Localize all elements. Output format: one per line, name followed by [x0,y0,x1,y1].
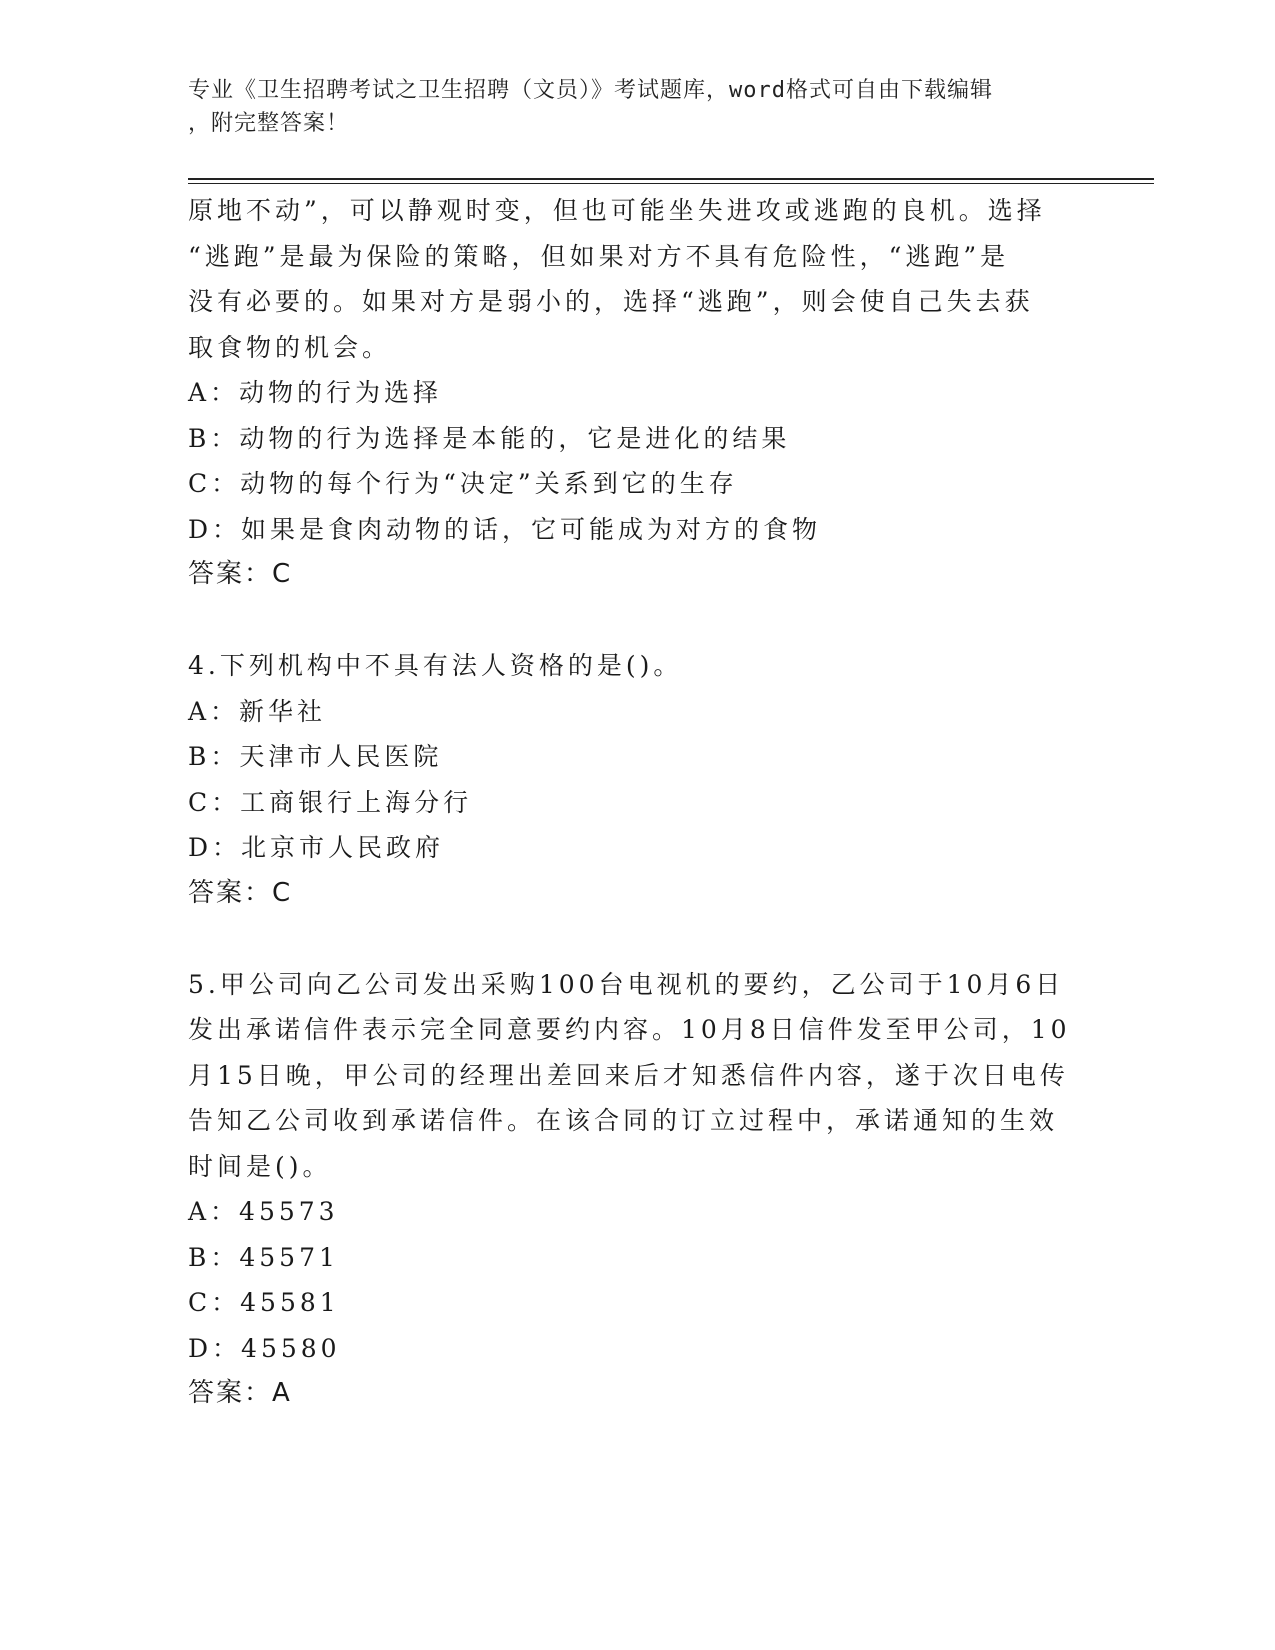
header-rule-thin [188,183,1154,184]
option-c: C：动物的每个行为“决定”关系到它的生存 [188,469,738,498]
document-header [188,74,1068,140]
spacer [188,916,1088,962]
question-text-line: 时间是()。 [188,1151,332,1181]
question-text-line: 发出承诺信件表示完全同意要约内容。10月8日信件发至甲公司，10 [188,1015,1071,1044]
answer-line: 答案：A [188,1378,292,1408]
question-text-line: 月15日晚，甲公司的经理出差回来后才知悉信件内容，遂于次日电传 [188,1060,1069,1090]
option-b: B：45571 [188,1242,339,1272]
option-d: D：北京市人民政府 [188,833,445,862]
spacer [188,598,1088,644]
question-3 [188,188,1088,598]
answer-line: 答案：C [188,559,293,589]
question-text-line: “逃跑”是最为保险的策略，但如果对方不具有危险性，“逃跑”是 [188,241,1010,271]
option-d: D：45580 [188,1333,341,1363]
option-a: A：动物的行为选择 [188,378,443,407]
question-4 [188,643,1088,916]
option-c: C：工商银行上海分行 [188,787,473,817]
header-line-2: ，附完整答案！ [188,111,350,136]
option-b: B：天津市人民医院 [188,742,443,771]
option-a: A：45573 [188,1197,339,1226]
question-text-line: 4.下列机构中不具有法人资格的是()。 [188,651,683,680]
header-line-1: 专业《卫生招聘考试之卫生招聘（文员）》考试题库，word格式可自由下载编辑 [188,78,993,103]
question-5 [188,962,1088,1417]
option-a: A：新华社 [188,696,327,726]
question-text-line: 原地不动”，可以静观时变，但也可能坐失进攻或逃跑的良机。选择 [188,196,1046,225]
option-b: B：动物的行为选择是本能的，它是进化的结果 [188,423,791,453]
question-text-line: 取食物的机会。 [188,332,392,362]
question-text-line: 没有必要的。如果对方是弱小的，选择“逃跑”，则会使自己失去获 [188,287,1034,316]
header-rule-thick [188,178,1154,180]
answer-line: 答案：C [188,877,293,908]
option-c: C：45581 [188,1288,340,1317]
option-d: D：如果是食肉动物的话，它可能成为对方的食物 [188,514,822,544]
document-body [188,188,1088,1417]
question-text-line: 告知乙公司收到承诺信件。在该合同的订立过程中，承诺通知的生效 [188,1106,1059,1135]
question-text-line: 5.甲公司向乙公司发出采购100台电视机的要约，乙公司于10月6日 [188,969,1065,999]
